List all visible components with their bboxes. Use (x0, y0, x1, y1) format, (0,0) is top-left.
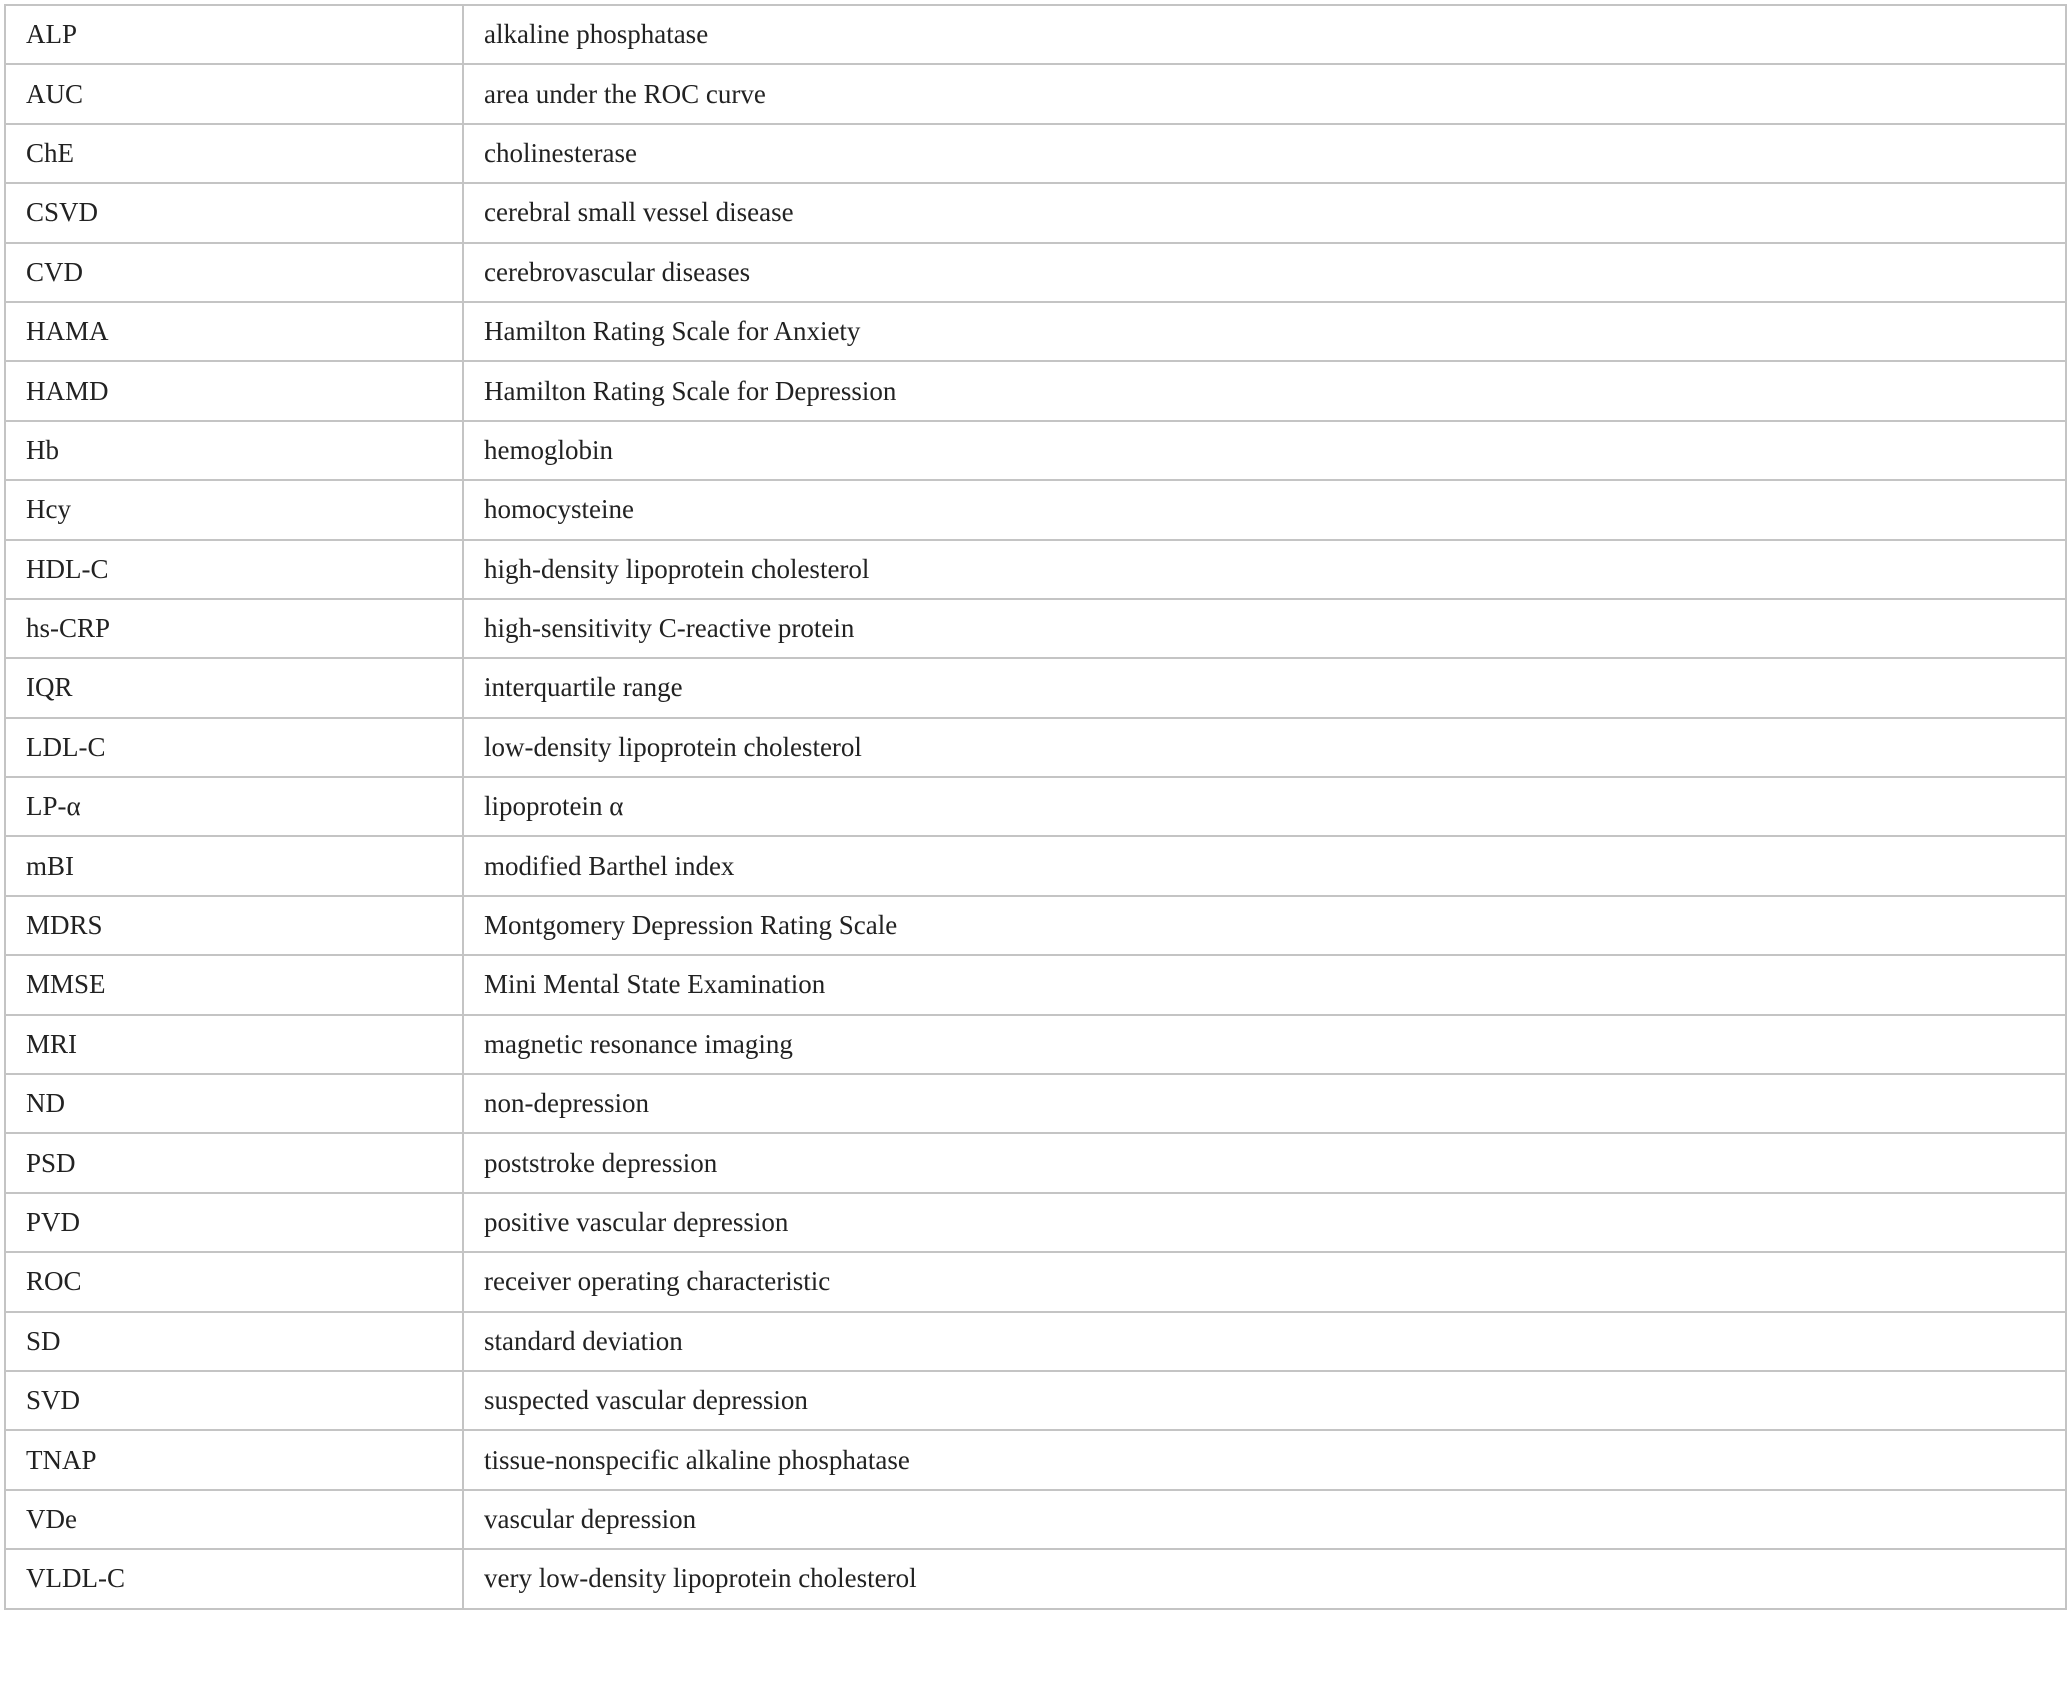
table-row (5, 1252, 2066, 1311)
table-row (5, 1371, 2066, 1430)
definition-cell: interquartile range (463, 658, 2066, 717)
definition-cell: cerebrovascular diseases (463, 243, 2066, 302)
definition-cell: Hamilton Rating Scale for Anxiety (463, 302, 2066, 361)
table-row (5, 124, 2066, 183)
definition-cell: Mini Mental State Examination (463, 955, 2066, 1014)
table-row (5, 183, 2066, 242)
definition-cell: tissue-nonspecific alkaline phosphatase (463, 1430, 2066, 1489)
abbreviation-cell: mBI (5, 836, 463, 895)
abbreviation-cell: ALP (5, 5, 463, 64)
abbreviation-cell: PVD (5, 1193, 463, 1252)
definition-cell: cholinesterase (463, 124, 2066, 183)
table-row (5, 718, 2066, 777)
definition-cell: high-density lipoprotein cholesterol (463, 540, 2066, 599)
abbreviation-cell: PSD (5, 1133, 463, 1192)
table-row (5, 1133, 2066, 1192)
definition-cell: standard deviation (463, 1312, 2066, 1371)
table-row (5, 1193, 2066, 1252)
abbreviation-cell: ND (5, 1074, 463, 1133)
table-row (5, 658, 2066, 717)
abbreviation-cell: ROC (5, 1252, 463, 1311)
abbreviation-cell: AUC (5, 64, 463, 123)
abbreviation-cell: Hb (5, 421, 463, 480)
abbreviation-cell: ChE (5, 124, 463, 183)
definition-cell: modified Barthel index (463, 836, 2066, 895)
definition-cell: receiver operating characteristic (463, 1252, 2066, 1311)
table-row (5, 599, 2066, 658)
table-row (5, 1015, 2066, 1074)
table-row (5, 955, 2066, 1014)
table-row (5, 302, 2066, 361)
abbreviations-table (4, 4, 2067, 1610)
definition-cell: cerebral small vessel disease (463, 183, 2066, 242)
definition-cell: homocysteine (463, 480, 2066, 539)
definition-cell: non-depression (463, 1074, 2066, 1133)
abbreviation-cell: MRI (5, 1015, 463, 1074)
abbreviation-cell: MDRS (5, 896, 463, 955)
abbreviation-cell: SVD (5, 1371, 463, 1430)
table-row (5, 480, 2066, 539)
table-row (5, 540, 2066, 599)
abbreviation-cell: TNAP (5, 1430, 463, 1489)
abbreviation-cell: LDL-C (5, 718, 463, 777)
table-row (5, 1074, 2066, 1133)
abbreviation-cell: HDL-C (5, 540, 463, 599)
table-row (5, 777, 2066, 836)
abbreviation-cell: VDe (5, 1490, 463, 1549)
definition-cell: vascular depression (463, 1490, 2066, 1549)
table-row (5, 361, 2066, 420)
definition-cell: hemoglobin (463, 421, 2066, 480)
abbreviation-cell: IQR (5, 658, 463, 717)
abbreviation-cell: LP-α (5, 777, 463, 836)
definition-cell: low-density lipoprotein cholesterol (463, 718, 2066, 777)
abbreviation-cell: SD (5, 1312, 463, 1371)
definition-cell: area under the ROC curve (463, 64, 2066, 123)
abbreviation-cell: CVD (5, 243, 463, 302)
abbreviations-table-body (5, 5, 2066, 1609)
definition-cell: high-sensitivity C-reactive protein (463, 599, 2066, 658)
abbreviation-cell: CSVD (5, 183, 463, 242)
table-row (5, 1312, 2066, 1371)
definition-cell: very low-density lipoprotein cholesterol (463, 1549, 2066, 1608)
definition-cell: lipoprotein α (463, 777, 2066, 836)
definition-cell: Montgomery Depression Rating Scale (463, 896, 2066, 955)
table-row (5, 421, 2066, 480)
table-row (5, 1549, 2066, 1608)
definition-cell: Hamilton Rating Scale for Depression (463, 361, 2066, 420)
abbreviation-cell: hs-CRP (5, 599, 463, 658)
abbreviation-cell: HAMD (5, 361, 463, 420)
abbreviation-cell: HAMA (5, 302, 463, 361)
definition-cell: magnetic resonance imaging (463, 1015, 2066, 1074)
definition-cell: positive vascular depression (463, 1193, 2066, 1252)
abbreviation-cell: MMSE (5, 955, 463, 1014)
table-row (5, 64, 2066, 123)
abbreviation-cell: VLDL-C (5, 1549, 463, 1608)
definition-cell: alkaline phosphatase (463, 5, 2066, 64)
definition-cell: poststroke depression (463, 1133, 2066, 1192)
definition-cell: suspected vascular depression (463, 1371, 2066, 1430)
table-row (5, 5, 2066, 64)
table-row (5, 1430, 2066, 1489)
table-row (5, 243, 2066, 302)
table-row (5, 896, 2066, 955)
table-row (5, 836, 2066, 895)
abbreviation-cell: Hcy (5, 480, 463, 539)
table-row (5, 1490, 2066, 1549)
